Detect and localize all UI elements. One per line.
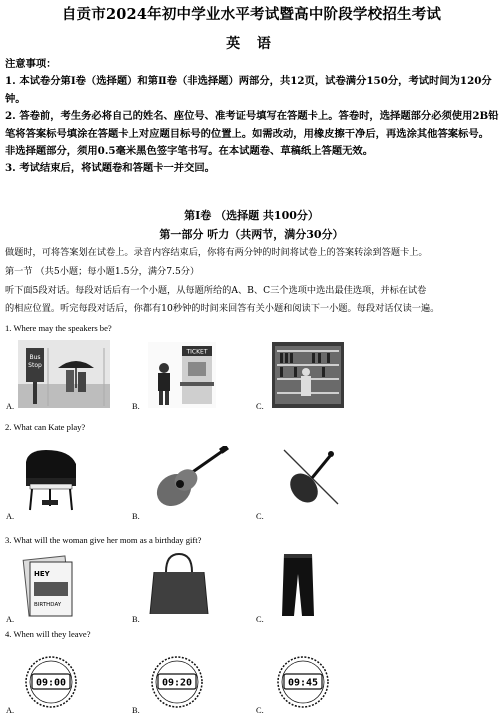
- clock-0900-image: [21, 654, 81, 710]
- tote-bag-image: [146, 550, 212, 620]
- option-b: B.: [132, 706, 140, 715]
- piano-image: [22, 444, 80, 514]
- trousers-image: [278, 552, 318, 620]
- stop-sign-text: Stop: [28, 362, 42, 369]
- library-image: [272, 342, 344, 408]
- clock-time-text: 09:00: [35, 677, 67, 689]
- section-heading: 第一节 （共5小题；每小题1.5分，满分7.5分）: [5, 266, 200, 277]
- directions-text: 的相应位置。听完每段对话后，你都有10秒钟的时间来回答有关小题和阅读下一小题。每段对话仅读一遍。: [5, 303, 440, 314]
- option-a: A.: [6, 512, 15, 521]
- notes-item: 3. 考试结束后，将试题卷和答题卡一并交回。: [5, 162, 215, 175]
- question-3: 3. What will the woman give her mom as a birthday gift?: [5, 535, 202, 545]
- bus-stop-image: [18, 340, 110, 408]
- option-c: C.: [256, 402, 264, 411]
- bus-sign-text: Bus: [29, 354, 41, 361]
- part-title: 第Ⅰ卷 （选择题 共100分）: [184, 209, 319, 222]
- birthday-card-image: [22, 552, 78, 618]
- notes-item: 1. 本试卷分第Ⅰ卷（选择题）和第Ⅱ卷（非选择题）两部分，共12页，试卷满分150分，考试时间为120分钟。: [5, 75, 492, 105]
- option-c: C.: [256, 706, 264, 715]
- question-4: 4. When will they leave?: [5, 629, 91, 639]
- violin-image: [272, 444, 344, 512]
- directions-text: 听下面5段对话。每段对话后有一个小题，从每题所给的A、B、C三个选项中选出最佳选项，并标在试卷: [5, 285, 427, 296]
- ticket-office-image: [148, 342, 216, 408]
- option-c: C.: [256, 615, 264, 624]
- option-b: B.: [132, 615, 140, 624]
- clock-0945-image: [273, 654, 333, 710]
- notes-heading: 注意事项：: [5, 58, 57, 70]
- instruction-text: 做题时，可将答案划在试卷上。录音内容结束后，你将有两分钟的时间将试卷上的答案转涂到答题卡上。: [5, 247, 428, 258]
- exam-title: 自贡市2024年初中学业水平考试暨高中阶段学校招生考试: [61, 6, 442, 23]
- option-a: A.: [6, 402, 15, 411]
- card-text: BIRTHDAY: [34, 602, 62, 608]
- option-c: C.: [256, 512, 264, 521]
- subject-title: 英 语: [226, 36, 277, 52]
- clock-time-text: 09:20: [161, 677, 193, 689]
- notes-block: [5, 56, 499, 178]
- option-b: B.: [132, 512, 140, 521]
- option-a: A.: [6, 615, 15, 624]
- clock-0920-image: [147, 654, 207, 710]
- ticket-sign-text: TICKET: [186, 348, 208, 356]
- card-text: HEY: [34, 570, 50, 578]
- question-1: 1. Where may the speakers be?: [5, 323, 112, 333]
- option-b: B.: [132, 402, 140, 411]
- section-title: 第一部分 听力（共两节，满分30分）: [159, 228, 344, 241]
- question-2: 2. What can Kate play?: [5, 422, 86, 432]
- option-a: A.: [6, 706, 15, 715]
- notes-item: 2. 答卷前，考生务必将自己的姓名、座位号、准考证号填写在答题卡上。答卷时，选择题部分必须使用2B铅笔将答案标号填涂在答题卡上对应题目标号的位置上。如需改动，用橡皮擦干净后，再选涂其他答案标号。非选择题部分，须用0.5毫米黑色签字笔书写。在本试题卷、草稿纸上答题无效。: [5, 110, 499, 158]
- guitar-image: [150, 446, 230, 512]
- clock-time-text: 09:45: [287, 677, 319, 689]
